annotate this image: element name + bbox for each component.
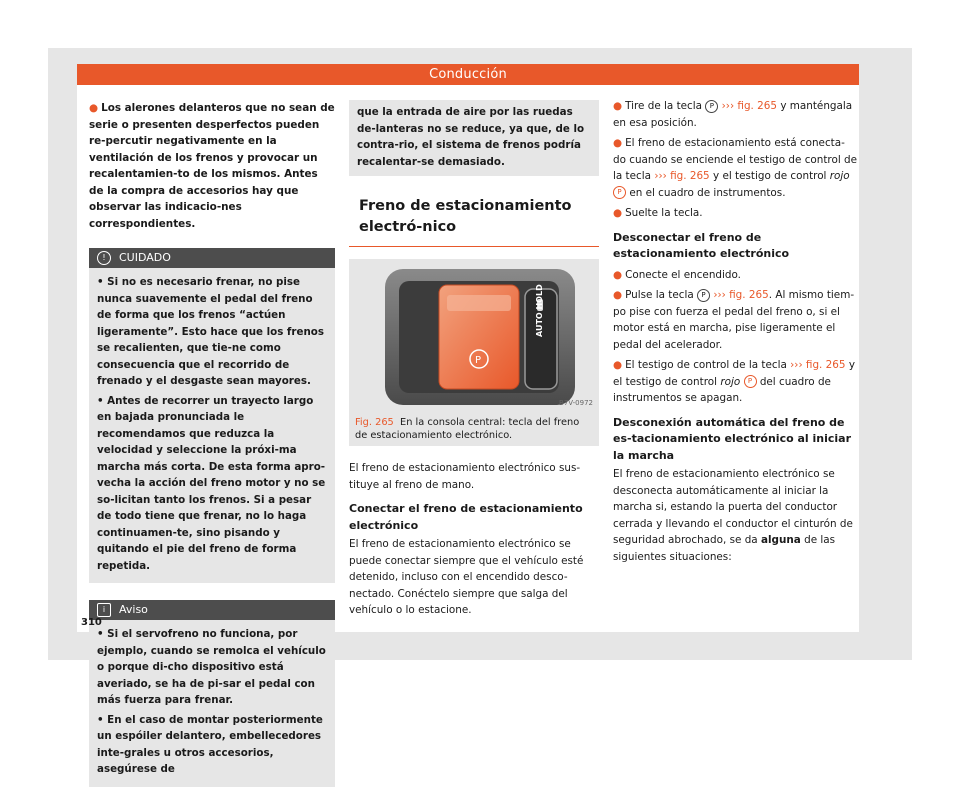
- warning-light-icon: P: [613, 186, 626, 199]
- step-item: ● El testigo de control de la tecla ››› fig. 265 y el testigo de control rojo P del cuadro de instrumentos se apagan.: [613, 359, 855, 404]
- parking-brake-illustration: [349, 259, 599, 413]
- warning-light-icon: P: [744, 375, 757, 388]
- figure-265: [349, 259, 599, 446]
- page-header: Conducción: [77, 64, 859, 85]
- notice-continued: que la entrada de aire por las ruedas de-lanteras no se reduce, ya que, de lo contra-rio, el sistema de frenos podría recalentar-se demasiado.: [349, 100, 599, 176]
- figure-link[interactable]: fig. 265: [737, 100, 778, 112]
- figure-link[interactable]: fig. 265: [670, 170, 710, 182]
- caution-item: • Antes de recorrer un trayecto largo en bajada pronunciada le recomendamos que reduzca la velocidad y seleccione la próxi-ma marcha más corta. De esta forma apro-vecha la acción del freno motor y no se so-licitan tanto los frenos. Si a pesar de todo tiene que frenar, no lo haga continuamen-te, sino pisando y quitando el pie del freno de forma repetida.: [97, 394, 326, 572]
- notice-item: • Si el servofreno no funciona, por ejemplo, cuando se remolca el vehículo o porque di-cho dispositivo está averiado, se ha de pi-sar el pedal con más fuerza para frenar.: [97, 628, 326, 706]
- svg-text:P: P: [475, 355, 482, 366]
- caution-header: ! CUIDADO: [89, 248, 335, 268]
- auto-hold-label: AUTO HOLD: [535, 284, 544, 337]
- caution-item: • Si no es necesario frenar, no pise nunca suavemente el pedal del freno de forma que los frenos “actúen ligeramente”. Esto hace que los frenos se recalienten, que tie-ne como consecuencia que el recorrido de frenado y el desgaste sean mayores.: [97, 276, 325, 387]
- figure-link[interactable]: fig. 265: [805, 359, 846, 371]
- notice-item: • En el caso de montar posteriormente un espóiler delantero, embellecedores inte-grales u otros accesorios, asegúrese de: [97, 713, 323, 775]
- caution-body: [89, 268, 335, 583]
- figure-image: [349, 259, 599, 413]
- figure-link[interactable]: fig. 265: [729, 289, 769, 301]
- parking-brake-icon: P: [705, 100, 718, 113]
- intro-paragraph: ● Los alerones delanteros que no sean de serie o presenten desperfectos pueden re-percutir negativamente en la ventilación de los frenos y provocar un recalentamien-to de los mismos. Antes de la compra de accesorios hay que observar las indicacio-nes correspondientes.: [89, 102, 335, 230]
- figure-caption: Fig. 265 En la consola central: tecla del freno de estacionamiento electrónico.: [355, 417, 580, 441]
- manual-page: [77, 64, 859, 775]
- notice-header: i Aviso: [89, 600, 335, 620]
- page-number: 310: [81, 617, 102, 628]
- warning-icon: !: [97, 251, 111, 265]
- step-item: ● El freno de estacionamiento está conecta-do cuando se enciende el testigo de control de la tecla ››› fig. 265 y el testigo de control rojo P en el cuadro de instrumentos.: [613, 137, 857, 199]
- subheading: Desconectar el freno de estacionamiento electrónico: [613, 230, 790, 260]
- column-1: [89, 100, 335, 787]
- step-item: ● Conecte el encendido.: [613, 268, 741, 281]
- column-2: [349, 100, 599, 619]
- bullet-icon: ●: [89, 102, 99, 114]
- subheading: Desconexión automática del freno de es-tacionamiento electrónico al iniciar la marcha: [613, 415, 852, 462]
- notice-body: [89, 620, 335, 787]
- figure-code: B7V-0972: [559, 398, 593, 407]
- paragraph: El freno de estacionamiento electrónico se desconecta automáticamente al iniciar la marcha si, estando la puerta del conductor cerrada y llevando el conductor el cinturón de seguridad abrochado, se da alguna de las siguientes situaciones:: [613, 468, 853, 563]
- section-title: Freno de estacionamiento electró-nico: [349, 190, 599, 247]
- parking-brake-icon: P: [697, 289, 710, 302]
- info-icon: i: [97, 603, 111, 617]
- notice-box: [89, 600, 335, 787]
- subheading: Conectar el freno de estacionamiento electrónico: [349, 502, 583, 532]
- step-item: ● Tire de la tecla P ››› fig. 265 y manténgala en esa posición.: [613, 100, 853, 129]
- caution-box: [89, 248, 335, 583]
- step-item: ● Pulse la tecla P ››› fig. 265. Al mismo tiem-po pise con fuerza el pedal del freno o, si el motor está en marcha, pise ligeramente el pedal del acelerador.: [613, 289, 855, 351]
- paragraph: El freno de estacionamiento electrónico sus-tituye al freno de mano.: [349, 462, 581, 491]
- paragraph: El freno de estacionamiento electrónico se puede conectar siempre que el vehículo esté detenido, incluso con el encendido desco-nectado. Conéctelo siempre que salga del vehículo o lo estacione.: [349, 538, 584, 616]
- column-3: [613, 98, 857, 565]
- step-item: ● Suelte la tecla.: [613, 207, 703, 219]
